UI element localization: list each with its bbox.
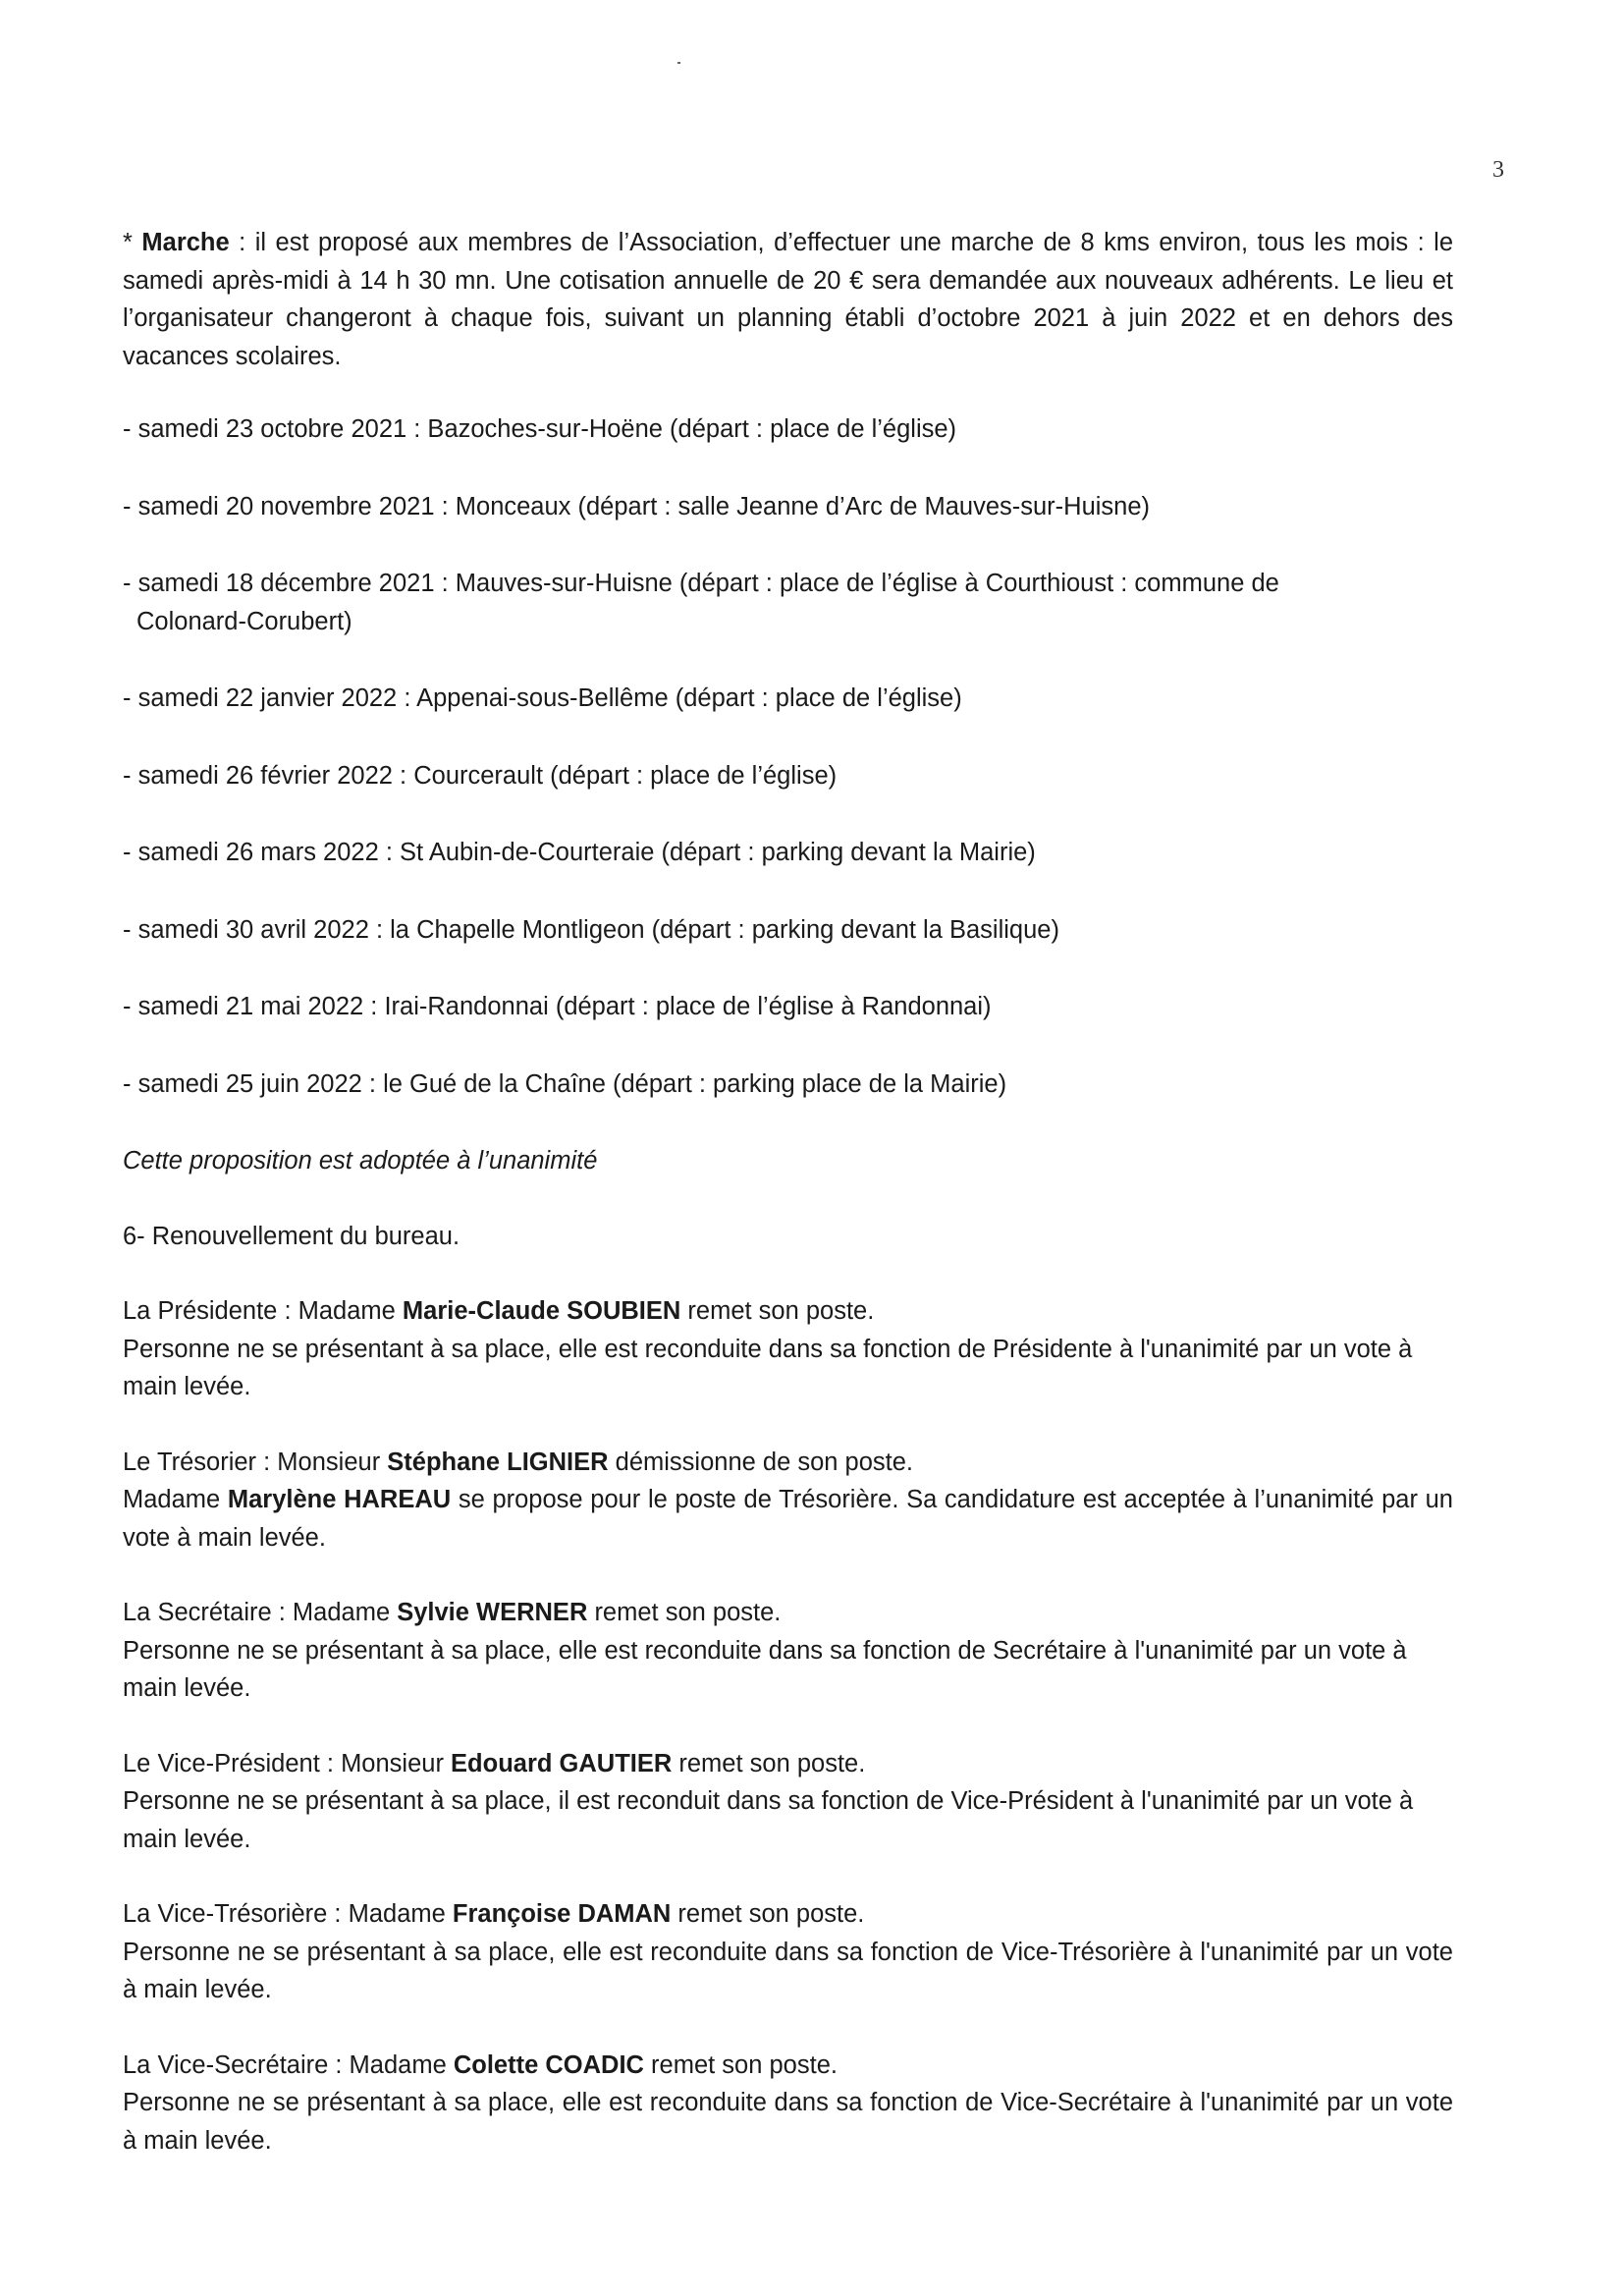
walk-list: [123, 410, 1453, 1103]
scan-speck: [677, 62, 680, 64]
list-item: [123, 988, 1453, 1026]
role-action: remet son poste.: [587, 1599, 782, 1626]
list-item: [123, 911, 1453, 950]
walk-line: - samedi 18 décembre 2021 : Mauves-sur-Huisne (départ : place de l’église à Courthioust : commune de: [123, 570, 1279, 597]
role-vice-secretaire: [123, 2047, 1453, 2160]
role-action: démissionne de son poste.: [608, 1448, 914, 1476]
role-person-name: Edouard GAUTIER: [451, 1749, 673, 1777]
role-vice-tresoriere: [123, 1895, 1453, 2009]
role-vice-president: [123, 1745, 1453, 1859]
list-item: [123, 488, 1453, 526]
list-item: [123, 565, 1453, 640]
role-secretaire: [123, 1594, 1453, 1708]
role-heading: [123, 1895, 1453, 1934]
section-title: 6- Renouvellement du bureau.: [123, 1222, 460, 1250]
role-person-name: Françoise DAMAN: [452, 1900, 672, 1928]
list-item: [123, 834, 1453, 872]
list-item: [123, 410, 1453, 449]
role-label: La Vice-Secrétaire : Madame: [123, 2050, 454, 2079]
role-detail: Personne ne se présentant à sa place, il est reconduit dans sa fonction de Vice-Président à l'unanimité par un vote à main levée.: [123, 1787, 1414, 1853]
role-action: remet son poste.: [672, 1749, 866, 1777]
walk-line: - samedi 20 novembre 2021 : Monceaux (départ : salle Jeanne d’Arc de Mauves-sur-Huisne): [123, 492, 1151, 520]
role-label: La Présidente : Madame: [123, 1297, 403, 1325]
role-action: remet son poste.: [680, 1297, 875, 1325]
walk-line: - samedi 25 juin 2022 : le Gué de la Chaîne (départ : parking place de la Mairie): [123, 1069, 1007, 1098]
walk-line-continuation: Colonard-Corubert): [136, 607, 352, 635]
role-detail: Personne ne se présentant à sa place, elle est reconduite dans sa fonction de Vice-Trésorière à l'unanimité par un vote à main levée.: [123, 1938, 1453, 2003]
marche-paragraph: [123, 224, 1453, 375]
marche-prefix: *: [123, 229, 142, 256]
role-detail: Personne ne se présentant à sa place, elle est reconduite dans sa fonction de Vice-Secrétaire à l'unanimité par un vote à main levée.: [123, 2089, 1453, 2155]
page-number: 3: [1492, 157, 1504, 183]
role-presidente: [123, 1292, 1453, 1406]
list-item: [123, 680, 1453, 718]
marche-title: Marche: [141, 229, 230, 256]
walk-line: - samedi 22 janvier 2022 : Appenai-sous-Bellême (départ : place de l’église): [123, 684, 962, 712]
role-label: Le Trésorier : Monsieur: [123, 1448, 388, 1476]
list-item: [123, 757, 1453, 795]
role-action: remet son poste.: [643, 2050, 838, 2079]
walk-line: - samedi 23 octobre 2021 : Bazoches-sur-Hoëne (départ : place de l’église): [123, 415, 957, 443]
role-detail-prefix: Madame: [123, 1486, 228, 1513]
role-person-name: Sylvie WERNER: [397, 1599, 588, 1626]
list-item: [123, 1066, 1453, 1104]
role-detail: Personne ne se présentant à sa place, elle est reconduite dans sa fonction de Secrétaire à l'unanimité par un vote à main levée.: [123, 1636, 1407, 1702]
walk-line: - samedi 21 mai 2022 : Irai-Randonnai (départ : place de l’église à Randonnai): [123, 993, 992, 1020]
role-heading: [123, 1444, 1453, 1482]
role-tresorier: [123, 1444, 1453, 1558]
walk-line: - samedi 26 février 2022 : Courcerault (départ : place de l’église): [123, 761, 838, 790]
role-heading: [123, 1292, 1453, 1331]
walk-line: - samedi 30 avril 2022 : la Chapelle Montligeon (départ : parking devant la Basilique): [123, 915, 1059, 944]
role-label: La Vice-Trésorière : Madame: [123, 1900, 453, 1928]
role-candidate-name: Marylène HAREAU: [227, 1486, 452, 1513]
adoption-note: Cette proposition est adoptée à l’unanimité: [123, 1147, 598, 1175]
marche-text: : il est proposé aux membres de l’Association, d’effectuer une marche de 8 kms environ, tous les mois : le samedi après-midi à 14 h 30 mn. Une cotisation annuelle de 20 € sera demandée aux nouveaux adhérents. Le lieu et l’organisateur changeront à chaque fois, suivant un planning établi d’octobre 2021 à juin 2022 et en dehors des vacances scolaires.: [123, 229, 1453, 370]
role-heading: [123, 2047, 1453, 2085]
role-detail: [123, 1481, 1453, 1557]
role-person-name: Colette COADIC: [453, 2050, 644, 2079]
document-body: [123, 224, 1453, 2197]
role-detail: Personne ne se présentant à sa place, elle est reconduite dans sa fonction de Présidente à l'unanimité par un vote à main levée.: [123, 1335, 1413, 1400]
role-heading: [123, 1745, 1453, 1783]
role-label: Le Vice-Président : Monsieur: [123, 1749, 452, 1777]
role-label: La Secrétaire : Madame: [123, 1599, 398, 1626]
role-detail-text: se propose pour le poste de Trésorière. Sa candidature est acceptée à l’unanimité par un vote à main levée.: [123, 1486, 1453, 1552]
role-action: remet son poste.: [671, 1900, 865, 1928]
role-person-name: Stéphane LIGNIER: [387, 1448, 609, 1476]
role-person-name: Marie-Claude SOUBIEN: [402, 1297, 681, 1325]
walk-line: - samedi 26 mars 2022 : St Aubin-de-Courteraie (départ : parking devant la Mairie): [123, 839, 1036, 866]
role-heading: [123, 1594, 1453, 1632]
